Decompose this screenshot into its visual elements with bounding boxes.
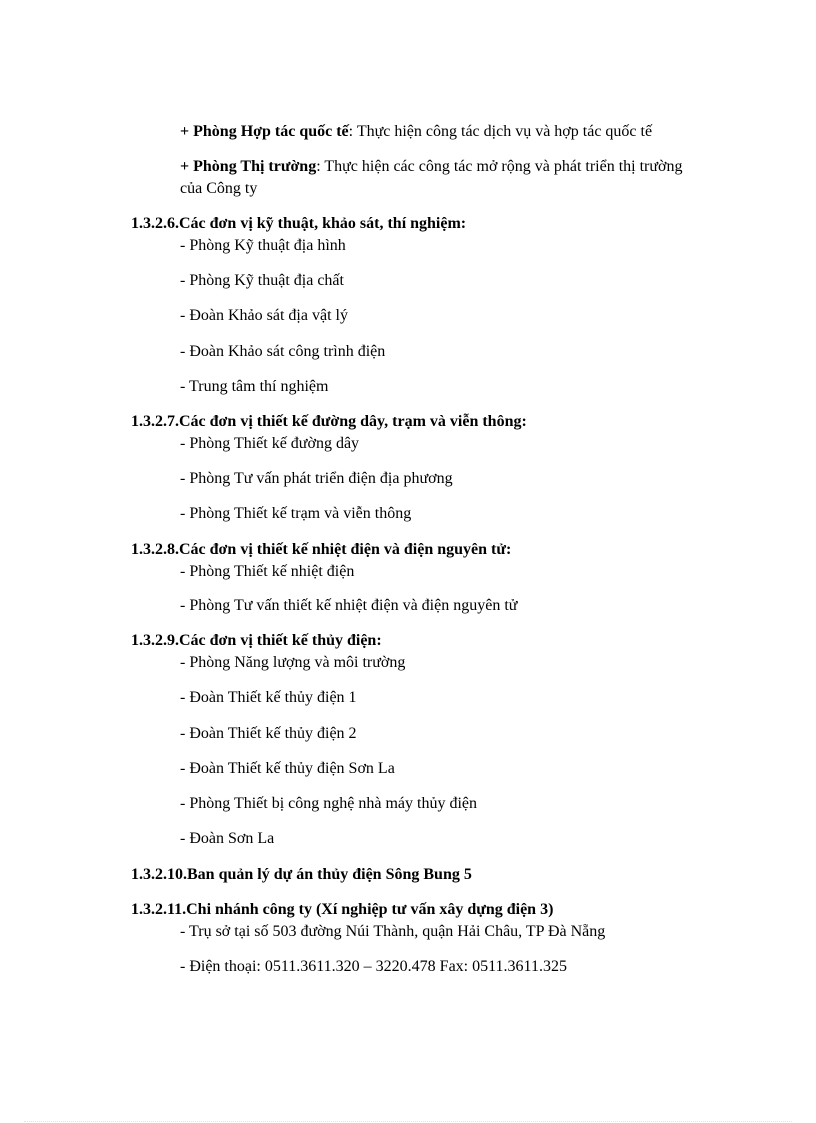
list-item: - Phòng Thiết kế đường dây <box>180 435 360 452</box>
list-item: - Phòng Thiết kế trạm và viễn thông <box>180 505 412 522</box>
list-item: - Phòng Kỹ thuật địa hình <box>180 237 346 254</box>
market-paragraph-line2: của Công ty <box>180 180 258 197</box>
list-item: - Phòng Kỹ thuật địa chất <box>180 272 344 289</box>
list-item: - Đoàn Thiết kế thủy điện Sơn La <box>180 760 395 777</box>
page-bottom-rule <box>24 1121 792 1122</box>
market-paragraph-line1 <box>180 157 683 177</box>
list-item: - Phòng Năng lượng và môi trường <box>180 654 406 671</box>
section-heading-1-3-2-11: 1.3.2.11.Chi nhánh công ty (Xí nghiệp tư vấn xây dựng điện 3) <box>131 901 554 918</box>
section-heading-1-3-2-6: 1.3.2.6.Các đơn vị kỹ thuật, khảo sát, thí nghiệm: <box>131 215 467 232</box>
list-item: - Phòng Tư vấn phát triển điện địa phương <box>180 470 453 487</box>
list-item: - Đoàn Thiết kế thủy điện 1 <box>180 689 357 706</box>
market-desc-line1: : Thực hiện các công tác mở rộng và phát triển thị trường <box>316 158 683 175</box>
section-heading-1-3-2-8: 1.3.2.8.Các đơn vị thiết kế nhiệt điện và điện nguyên tử: <box>131 541 512 558</box>
section-heading-1-3-2-10: 1.3.2.10.Ban quản lý dự án thủy điện Sông Bung 5 <box>131 866 472 883</box>
section-heading-1-3-2-9: 1.3.2.9.Các đơn vị thiết kế thủy điện: <box>131 632 382 649</box>
list-item: - Đoàn Thiết kế thủy điện 2 <box>180 725 357 742</box>
intl-cooperation-desc: : Thực hiện công tác dịch vụ và hợp tác quốc tế <box>348 123 653 140</box>
list-item: - Phòng Thiết kế nhiệt điện <box>180 563 355 580</box>
list-item: - Phòng Thiết bị công nghệ nhà máy thủy điện <box>180 795 477 812</box>
list-item: - Đoàn Khảo sát địa vật lý <box>180 307 348 324</box>
intl-cooperation-paragraph <box>180 122 652 142</box>
list-item: - Đoàn Sơn La <box>180 830 275 847</box>
section-heading-1-3-2-7: 1.3.2.7.Các đơn vị thiết kế đường dây, trạm và viễn thông: <box>131 413 527 430</box>
market-label: + Phòng Thị trường <box>180 158 317 175</box>
list-item: - Trụ sở tại số 503 đường Núi Thành, quận Hải Châu, TP Đà Nẵng <box>180 923 606 940</box>
list-item: - Đoàn Khảo sát công trình điện <box>180 343 386 360</box>
list-item: - Phòng Tư vấn thiết kế nhiệt điện và điện nguyên tử <box>180 597 518 614</box>
list-item: - Trung tâm thí nghiệm <box>180 378 329 395</box>
list-item: - Điện thoại: 0511.3611.320 – 3220.478 Fax: 0511.3611.325 <box>180 958 567 975</box>
intl-cooperation-label: + Phòng Hợp tác quốc tế <box>180 123 349 140</box>
